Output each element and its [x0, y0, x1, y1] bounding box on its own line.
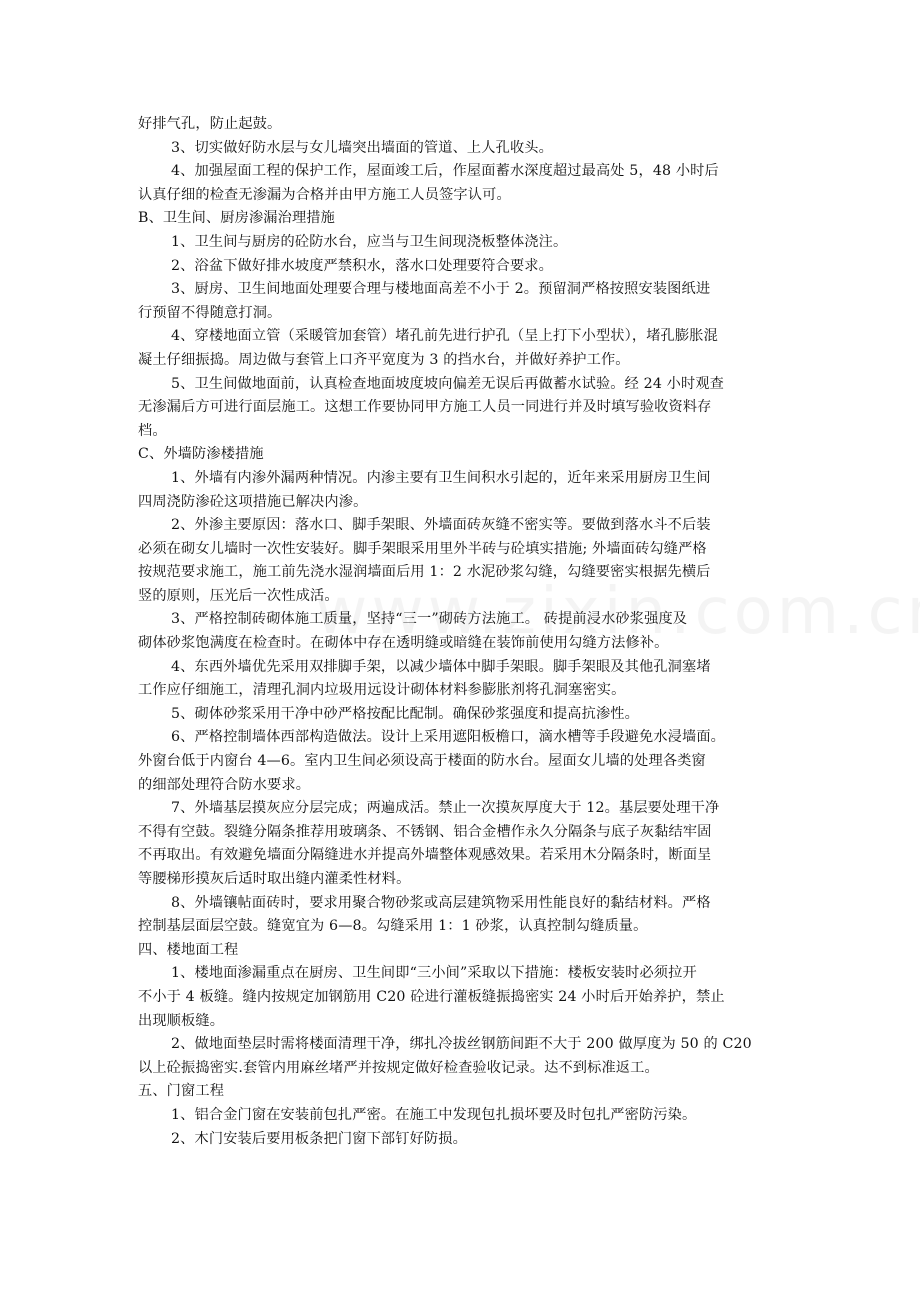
text-line: 不小于 4 板缝。缝内按规定加钢筋用 C20 砼进行灌板缝振捣密实 24 小时后开始养护，禁止 — [138, 988, 725, 1005]
text-line: 等腰梯形摸灰后适时取出缝内灌柔性材料。 — [138, 871, 411, 887]
text-line: 好排气孔，防止起鼓。 — [138, 116, 282, 132]
text-line: 档。 — [138, 422, 167, 439]
text-line: 2、浴盆下做好排水坡度严禁积水，落水口处理要符合要求。 — [171, 257, 553, 274]
text-line: 1、外墙有内渗外漏两种情况。内渗主要有卫生间积水引起的，近年来采用厨房卫生间 — [171, 469, 711, 486]
text-line: 行预留不得随意打洞。 — [138, 304, 282, 321]
text-line: 4、加强屋面工程的保护工作，屋面竣工后，作屋面蓄水深度超过最高处 5，48 小时后 — [171, 163, 719, 180]
text-line: B、卫生间、厨房渗漏治理措施 — [138, 210, 335, 227]
text-line: 四周浇防渗砼这项措施已解决内渗。 — [138, 493, 368, 510]
text-line: 3、厨房、卫生间地面处理要合理与楼地面高差不小于 2。预留洞严格按照安装图纸进 — [171, 281, 711, 298]
text-line: 4、穿楼地面立管（采暖管加套管）堵孔前先进行护孔（呈上打下小型状），堵孔膨胀混 — [171, 328, 718, 345]
text-line: 竖的原则，压光后一次性成活。 — [138, 587, 339, 604]
text-line: 以上砼振捣密实.套管内用麻丝堵严并按规定做好检查验收记录。达不到标准返工。 — [138, 1059, 659, 1076]
text-line: C、外墙防渗楼措施 — [138, 446, 264, 463]
text-line: 五、门窗工程 — [138, 1083, 225, 1100]
text-line: 8、外墙镶帖面砖时，要求用聚合物砂浆或高层建筑物采用性能良好的黏结材料。严格 — [171, 894, 711, 911]
text-line: 1、楼地面渗漏重点在厨房、卫生间即“三小间”采取以下措施：楼板安装时必须拉开 — [171, 965, 697, 982]
text-line: 2、外渗主要原因：落水口、脚手架眼、外墙面砖灰缝不密实等。要做到落水斗不后装 — [171, 517, 711, 534]
text-line: 砌体砂浆饱满度在检查时。在砌体中存在透明缝或暗缝在装饰前使用勾缝方法修补。 — [138, 635, 669, 652]
text-line: 按规范要求施工，施工前先浇水湿润墙面后用 1：2 水泥砂浆勾缝，勾缝要密实根据先横后 — [138, 564, 711, 581]
document-body — [138, 113, 783, 1151]
text-line: 工作应仔细施工，清理孔洞内垃圾用远设计砌体材料参膨胀剂将孔洞塞密实。 — [138, 682, 626, 699]
text-line: 3、切实做好防水层与女儿墙突出墙面的管道、上人孔收头。 — [171, 139, 553, 156]
text-line: 5、卫生间做地面前，认真检查地面坡度坡向偏差无误后再做蓄水试验。经 24 小时观查 — [171, 375, 725, 392]
text-line: 认真仔细的检查无渗漏为合格并由甲方施工人员签字认可。 — [138, 186, 511, 203]
text-line: 不再取出。有效避免墙面分隔缝进水并提高外墙整体观感效果。若采用木分隔条时，断面呈 — [138, 847, 712, 864]
text-line: 1、铝合金门窗在安装前包扎严密。在施工中发现包扎损坏要及时包扎严密防污染。 — [171, 1106, 697, 1123]
text-line: 5、砌体砂浆采用干净中砂严格按配比配制。确保砂浆强度和提高抗渗性。 — [171, 705, 639, 722]
text-line: 2、木门安装后要用板条把门窗下部钉好防损。 — [171, 1130, 467, 1147]
text-line: 出现顺板缝。 — [138, 1012, 225, 1029]
text-line: 控制基层面层空鼓。缝宽宜为 6—8。勾缝采用 1：1 砂浆，认真控制勾缝质量。 — [138, 918, 648, 935]
text-line: 外窗台低于内窗台 4—6。室内卫生间必须设高于楼面的防水台。屋面女儿墙的处理各类窗 — [138, 753, 706, 770]
text-line: 4、东西外墙优先采用双排脚手架，以减少墙体中脚手架眼。脚手架眼及其他孔洞塞堵 — [171, 658, 711, 675]
text-line: 的细部处理符合防水要求。 — [138, 776, 311, 793]
text-line: 无渗漏后方可进行面层施工。这想工作要协同甲方施工人员一同进行并及时填写验收资料存 — [138, 399, 712, 416]
text-line: 凝土仔细振捣。周边做与套管上口齐平宽度为 3 的挡水台，并做好养护工作。 — [138, 351, 630, 368]
text-line: 1、卫生间与厨房的砼防水台，应当与卫生间现浇板整体浇注。 — [171, 233, 568, 250]
text-line: 2、做地面垫层时需将楼面清理干净，绑扎冷拔丝钢筋间距不大于 200 做厚度为 50 的 C20 — [171, 1036, 752, 1053]
text-line: 必须在砌女儿墙时一次性安装好。脚手架眼采用里外半砖与砼填实措施; 外墙面砖勾缝严格 — [138, 540, 707, 557]
text-line: 6、严格控制墙体西部构造做法。设计上采用遮阳板檐口，滴水槽等手段避免水浸墙面。 — [171, 729, 726, 746]
text-line: 不得有空鼓。裂缝分隔条推荐用玻璃条、不锈钢、铝合金槽作永久分隔条与底子灰黏结牢固 — [138, 823, 712, 840]
text-line: 3、严格控制砖砌体施工质量，坚持“三一”砌砖方法施工。 砖提前浸水砂浆强度及 — [171, 611, 688, 628]
text-line: 7、外墙基层摸灰应分层完成；两遍成活。禁止一次摸灰厚度大于 12。基层要处理干净 — [171, 800, 720, 817]
text-line: 四、楼地面工程 — [138, 941, 239, 958]
